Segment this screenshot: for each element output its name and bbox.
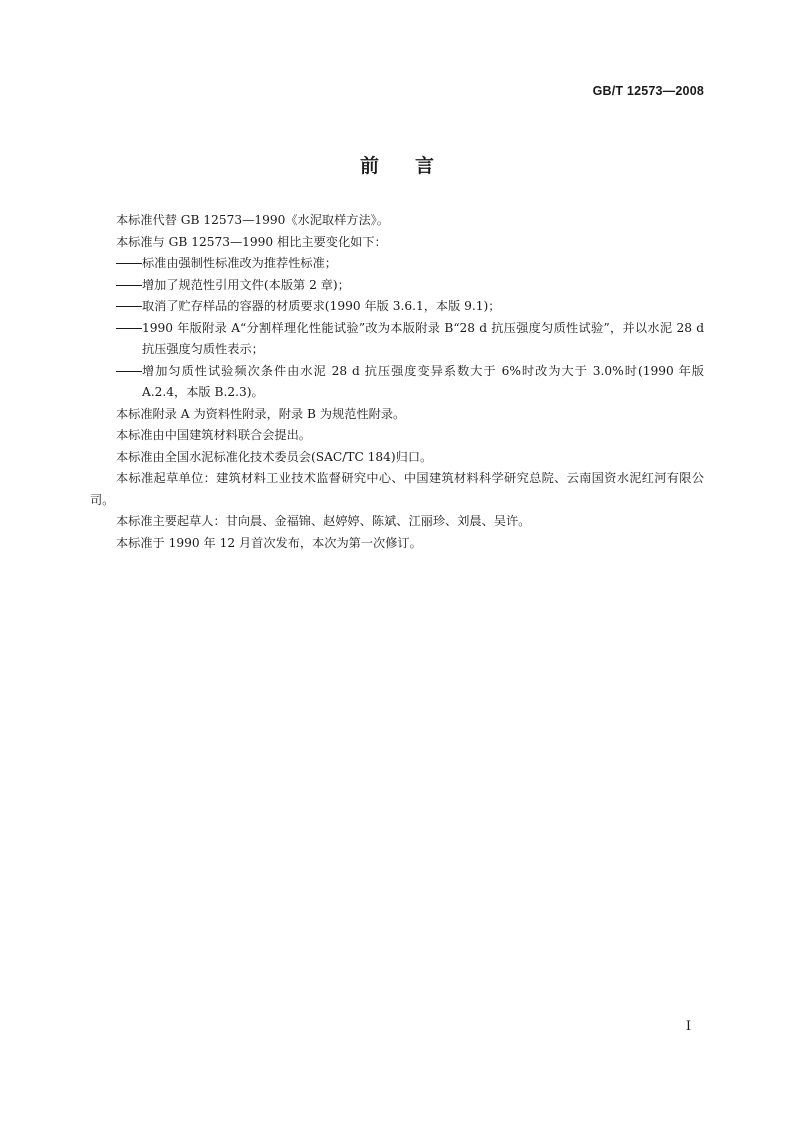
paragraph-drafters: 本标准主要起草人：甘向晨、金福锦、赵婷婷、陈斌、江丽珍、刘晨、吴许。 bbox=[116, 514, 531, 528]
change-item bbox=[90, 318, 704, 361]
change-item-text: 增加匀质性试验频次条件由水泥 28 d 抗压强度变异系数大于 6%时改为大于 3.0%时(1990 年版 A.2.4，本版 B.2.3)。 bbox=[142, 363, 704, 399]
dash-marker bbox=[116, 285, 142, 286]
change-item bbox=[90, 361, 704, 404]
change-item bbox=[90, 275, 704, 297]
foreword-body bbox=[90, 210, 704, 554]
dash-marker bbox=[116, 263, 142, 264]
dash-marker bbox=[116, 371, 142, 372]
paragraph-proposer: 本标准由中国建筑材料联合会提出。 bbox=[116, 428, 311, 442]
change-item bbox=[90, 253, 704, 275]
paragraph-changes-intro: 本标准与 GB 12573—1990 相比主要变化如下： bbox=[116, 234, 387, 249]
paragraph-appendix: 本标准附录 A 为资料性附录，附录 B 为规范性附录。 bbox=[116, 406, 406, 421]
paragraph-history: 本标准于 1990 年 12 月首次发布，本次为第一次修订。 bbox=[116, 535, 422, 550]
paragraph-replaces: 本标准代替 GB 12573—1990《水泥取样方法》。 bbox=[116, 213, 389, 227]
paragraph-drafting-units: 本标准起草单位：建筑材料工业技术监督研究中心、中国建筑材料科学研究总院、云南国资水泥红河有限公司。 bbox=[90, 471, 704, 507]
page-title: 前言 bbox=[359, 155, 470, 177]
dash-marker bbox=[116, 306, 142, 307]
paragraph-committee: 本标准由全国水泥标准化技术委员会(SAC/TC 184)归口。 bbox=[116, 449, 433, 464]
standard-number: GB/T 12573—2008 bbox=[592, 84, 704, 98]
change-item-text: 增加了规范性引用文件(本版第 2 章)； bbox=[142, 277, 350, 292]
page-number: I bbox=[685, 1019, 691, 1034]
change-item bbox=[90, 296, 704, 318]
dash-marker bbox=[116, 328, 142, 329]
change-item-text: 标准由强制性标准改为推荐性标准； bbox=[142, 256, 337, 270]
change-item-text: 取消了贮存样品的容器的材质要求(1990 年版 3.6.1，本版 9.1)； bbox=[142, 299, 501, 313]
change-item-text: 1990 年版附录 A“分割样理化性能试验”改为本版附录 B“28 d 抗压强度匀质性试验”，并以水泥 28 d 抗压强度匀质性表示； bbox=[142, 320, 704, 356]
